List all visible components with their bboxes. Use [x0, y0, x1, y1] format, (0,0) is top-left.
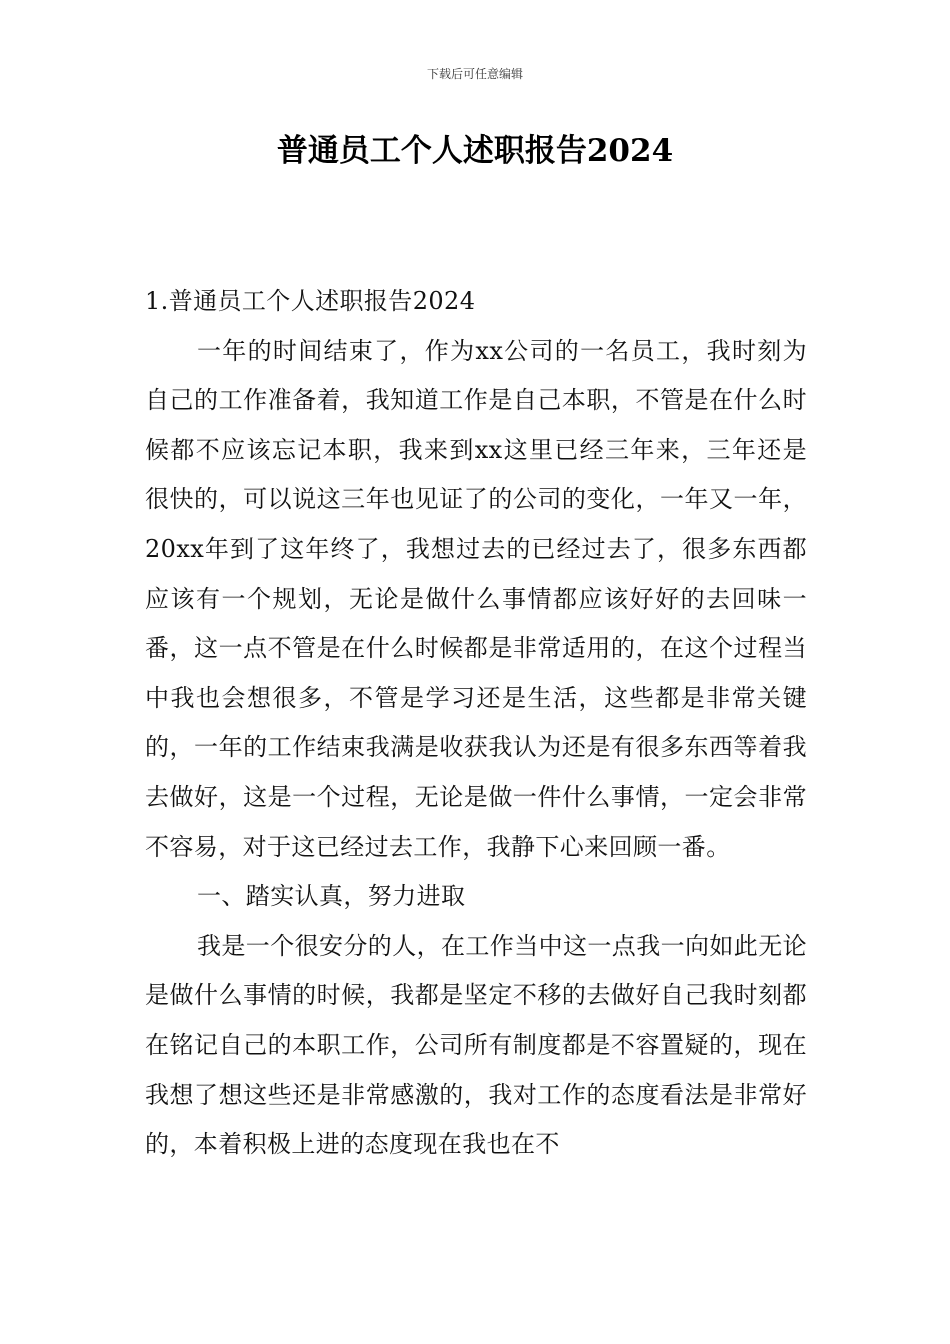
header-note: 下载后可任意编辑 [426, 67, 523, 81]
section-heading: 1.普通员工个人述职报告2024 [145, 287, 476, 315]
document-body [145, 277, 807, 1170]
subsection-heading: 一、踏实认真，努力进取 [197, 882, 466, 911]
body-paragraph: 我是一个很安分的人，在工作当中这一点我一向如此无论是做什么事情的时候，我都是坚定不移的去做好自己我时刻都在铭记自己的本职工作，公司所有制度都是不容置疑的，现在我想了想这些还是非常感激的，我对工作的态度看法是非常好的，本着积极上进的态度现在我也在不 [145, 931, 807, 1159]
document-title: 普通员工个人述职报告2024 [276, 133, 674, 169]
body-paragraph: 一年的时间结束了，作为xx公司的一名员工，我时刻为自己的工作准备着，我知道工作是自己本职，不管是在什么时候都不应该忘记本职，我来到xx这里已经三年来，三年还是很快的，可以说这三年也见证了的公司的变化，一年又一年，20xx年到了这年终了，我想过去的已经过去了，很多东西都应该有一个规划，无论是做什么事情都应该好好的去回味一番，这一点不管是在什么时候都是非常适用的，在这个过程当中我也会想很多，不管是学习还是生活，这些都是非常关键的，一年的工作结束我满是收获我认为还是有很多东西等着我去做好，这是一个过程，无论是做一件什么事情，一定会非常不容易，对于这已经过去工作，我静下心来回顾一番。 [145, 336, 807, 861]
